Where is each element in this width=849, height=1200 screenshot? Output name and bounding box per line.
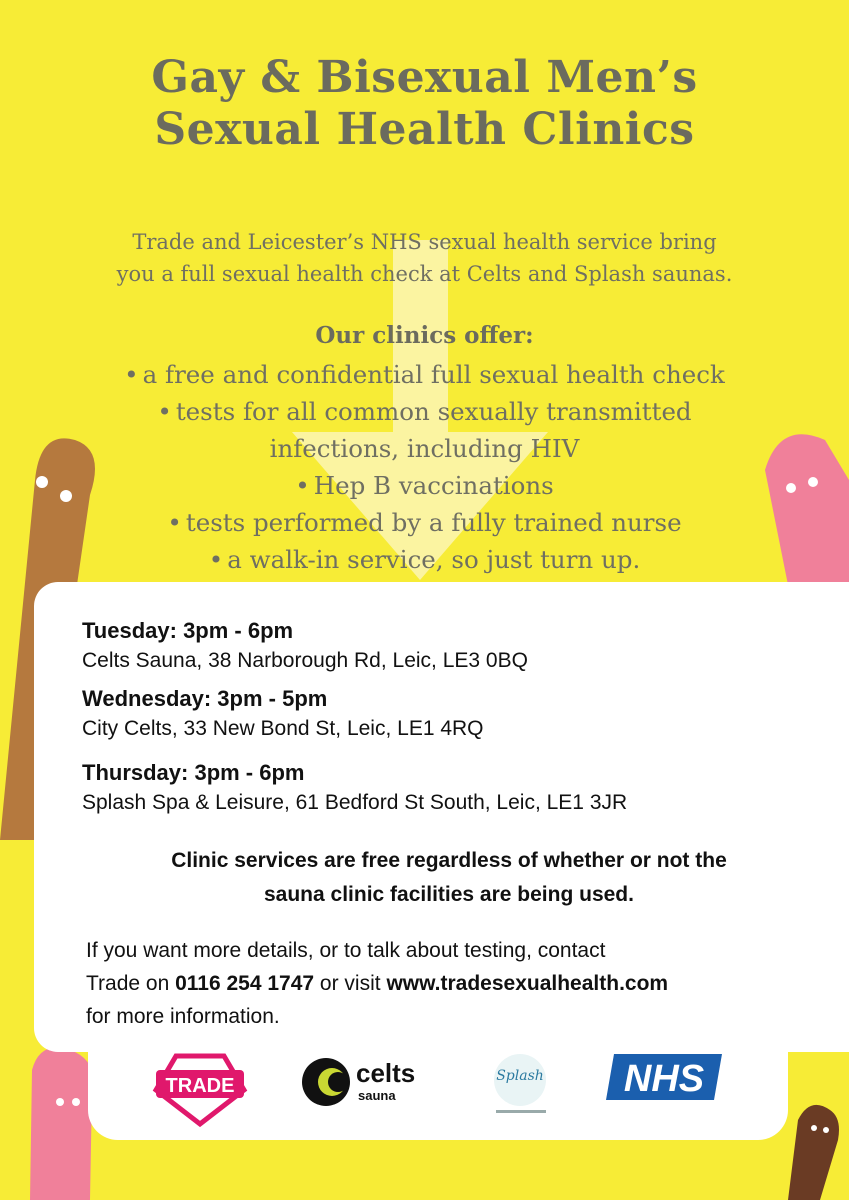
website-link[interactable]: www.tradesexualhealth.com xyxy=(386,972,669,995)
schedule-address: City Celts, 33 New Bond St, Leic, LE1 4RQ xyxy=(82,717,484,740)
contact-middle: or visit xyxy=(314,972,387,995)
offer-item: • tests for all common sexually transmitted xyxy=(40,393,809,430)
dark-finger-graphic xyxy=(780,1100,849,1200)
title-line-1: Gay & Bisexual Men’s xyxy=(151,52,698,103)
nhs-logo xyxy=(606,1054,722,1100)
schedule-address: Celts Sauna, 38 Narborough Rd, Leic, LE3 0BQ xyxy=(82,649,528,672)
offer-item: • a free and confidential full sexual health check xyxy=(40,356,809,393)
contact-line-3: for more information. xyxy=(86,1005,280,1028)
schedule-day: Thursday: 3pm - 6pm xyxy=(82,760,305,785)
schedule-day: Wednesday: 3pm - 5pm xyxy=(82,686,328,711)
contact-line-1: If you want more details, or to talk about testing, contact xyxy=(86,939,606,962)
offer-item: • Hep B vaccinations xyxy=(40,467,809,504)
note-line-2: sauna clinic facilities are being used. xyxy=(264,883,634,906)
celts-logo-subtext: sauna xyxy=(358,1088,396,1103)
intro-text xyxy=(40,226,809,290)
splash-logo-text: Splash xyxy=(496,1068,544,1084)
celts-logo-text: celts xyxy=(356,1058,416,1088)
contact-prefix: Trade on xyxy=(86,972,176,995)
schedule-address: Splash Spa & Leisure, 61 Bedford St South, Leic, LE1 3JR xyxy=(82,791,628,814)
nhs-logo-text: NHS xyxy=(623,1058,705,1100)
schedule-thursday xyxy=(82,758,627,818)
free-services-note xyxy=(94,844,804,912)
clinic-info-card xyxy=(34,582,849,1052)
offers-list xyxy=(40,356,809,578)
offer-item: • tests performed by a fully trained nurse xyxy=(40,504,809,541)
offers-heading: Our clinics offer: xyxy=(315,322,534,349)
phone-number[interactable]: 0116 254 1747 xyxy=(175,972,315,995)
trade-logo-text: TRADE xyxy=(165,1075,235,1097)
note-line-1: Clinic services are free regardless of whether or not the xyxy=(171,849,727,872)
offer-item-continuation: infections, including HIV xyxy=(269,434,580,463)
schedule-wednesday xyxy=(82,684,484,744)
intro-line-2: you a full sexual health check at Celts and Splash saunas. xyxy=(116,262,733,286)
celts-sauna-logo xyxy=(300,1054,450,1110)
title-line-2: Sexual Health Clinics xyxy=(154,104,695,155)
page-title xyxy=(0,52,849,156)
schedule-day: Tuesday: 3pm - 6pm xyxy=(82,618,294,643)
contact-line-2 xyxy=(86,967,836,1000)
schedule-tuesday xyxy=(82,616,528,676)
intro-line-1: Trade and Leicester’s NHS sexual health service bring xyxy=(132,230,717,254)
contact-info xyxy=(86,934,836,1033)
trade-logo xyxy=(146,1052,254,1128)
splash-logo xyxy=(486,1050,556,1122)
offer-item: • a walk-in service, so just turn up. xyxy=(40,541,809,578)
